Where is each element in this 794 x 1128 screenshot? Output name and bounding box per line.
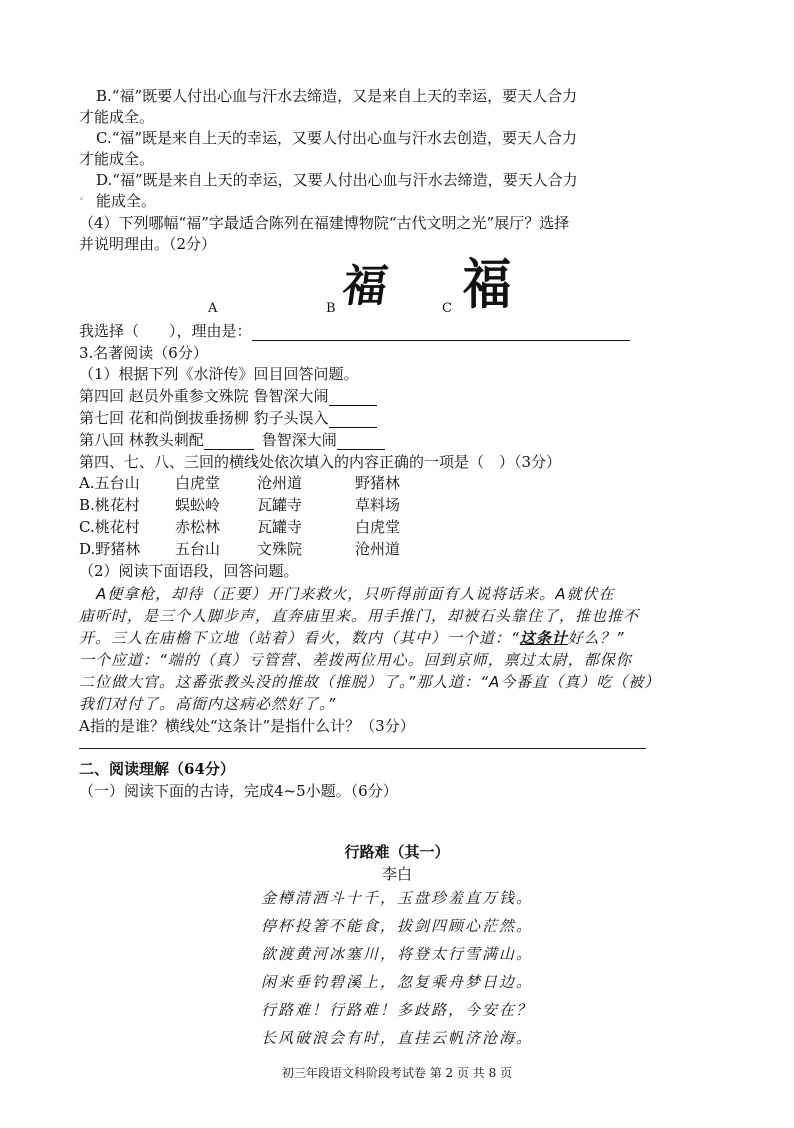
option-d-line2: 能成全。 <box>96 192 157 210</box>
section3-title: 3.名著阅读（6分） <box>79 344 208 362</box>
section3-sub1: （1）根据下列《水浒传》回目回答问题。 <box>79 365 359 383</box>
page-footer: 初三年段语文科阶段考试卷 第 2 页 共 8 页 <box>281 1066 513 1080</box>
option-c-label: C <box>442 301 452 316</box>
chapter-4-blank[interactable] <box>329 389 377 406</box>
option-c-line1: C.“福”既是来自上天的幸运，又要人付出心血与汗水去创造，要天人合力 <box>96 129 578 147</box>
option-row-c-c2: 赤松林 <box>175 518 221 536</box>
q4-question-line2: 并说明理由。（2分） <box>79 235 217 253</box>
option-row-c-c4: 白虎堂 <box>355 518 401 536</box>
option-row-b-label: B.桃花村 <box>79 496 140 514</box>
underlined-phrase: 这条计 <box>519 629 568 647</box>
option-row-b-c3: 瓦罐寺 <box>257 496 303 514</box>
option-row-a-label: A.五台山 <box>79 474 140 492</box>
answer-prompt-text: 我选择（ ），理由是： <box>79 322 252 340</box>
option-row-d-label: D.野猪林 <box>79 540 141 558</box>
fu-seal-script-c: 福 <box>462 253 512 316</box>
chapter-8-text-a: 第八回 林教头刺配 <box>79 431 204 449</box>
poem-line-4: 闲来垂钓碧溪上，忽复乘舟梦日边。 <box>260 973 533 991</box>
poem-line-1: 金樽清酒斗十千，玉盘珍羞直万钱。 <box>260 889 533 907</box>
option-d-line1: D.“福”既是来自上天的幸运，又要人付出心血与汗水去缔造，要天人合力 <box>96 171 578 189</box>
part2-title: 二、阅读理解（64分） <box>79 760 235 778</box>
poem-author: 李白 <box>381 865 412 883</box>
option-row-a-c3: 沧州道 <box>257 474 303 492</box>
option-row-b-c2: 蜈蚣岭 <box>175 496 221 514</box>
option-b-line2: 才能成全。 <box>79 108 155 126</box>
answer-prompt <box>79 321 630 341</box>
poem-line-5: 行路难！行路难！多歧路，今安在？ <box>260 1001 533 1019</box>
section3-question: 第四、七、八、三回的横线处依次填入的内容正确的一项是（ ）（3分） <box>79 453 562 471</box>
option-row-b-c4: 草料场 <box>355 496 401 514</box>
passage-line3-tail: 好么？” <box>567 629 625 647</box>
chapter-7-text: 第七回 花和尚倒拔垂扬柳 豹子头误入 <box>79 409 329 427</box>
option-b-label: B <box>326 301 336 316</box>
q4-question-line1: （4）下列哪幅“福”字最适合陈列在福建博物院“古代文明之光”展厅？选择 <box>79 214 570 232</box>
section-divider <box>79 748 646 749</box>
option-row-a-c2: 白虎堂 <box>175 474 221 492</box>
chapter-8-blank-a[interactable] <box>204 433 254 450</box>
fu-calligraphy-b: 福 <box>339 261 391 312</box>
option-c-line2: 才能成全。 <box>79 150 155 168</box>
chapter-7-blank[interactable] <box>329 411 377 428</box>
passage-line5: 二位做大官。这番张教头没的推故（推脱）了。”那人道：“A今番直（真）吃（被） <box>79 673 661 691</box>
reason-blank[interactable] <box>252 324 630 341</box>
chapter-8-blank-b[interactable] <box>337 433 385 450</box>
poem-line-2: 停杯投箸不能食，拔剑四顾心茫然。 <box>260 917 533 935</box>
part2-subtitle: （一）阅读下面的古诗，完成4~5小题。（6分） <box>79 782 398 800</box>
chapter-8 <box>79 430 385 450</box>
passage-line3-text: 开。三人在庙檐下立地（站着）看火，数内（其中）一个道：“ <box>79 629 520 647</box>
option-row-c-label: C.桃花村 <box>79 518 140 536</box>
option-b-line1: B.“福”既要人付出心血与汗水去缔造，又是来自上天的幸运，要天人合力 <box>96 87 578 105</box>
chapter-4 <box>79 386 377 406</box>
passage-line6: 我们对付了。高衙内这病必然好了。” <box>79 695 337 713</box>
passage-line4: 一个应道：“端的（真）亏管营、差拨两位用心。回到京师，禀过太尉，都保你 <box>79 651 632 669</box>
section3-question2: A指的是谁？横线处“这条计”是指什么计？（3分） <box>79 717 415 735</box>
option-a-label: A <box>208 301 218 316</box>
passage-line1: A便拿枪，却待（正要）开门来救火，只听得前面有人说将话来。A就伏在 <box>96 585 615 603</box>
section3-sub2: （2）阅读下面语段，回答问题。 <box>79 562 299 580</box>
poem-line-6: 长风破浪会有时，直挂云帆济沧海。 <box>260 1029 533 1047</box>
poem-title: 行路难（其一） <box>344 843 450 861</box>
option-row-a-c4: 野猪林 <box>355 474 401 492</box>
chapter-7 <box>79 408 377 428</box>
poem-line-3: 欲渡黄河冰塞川，将登太行雪满山。 <box>260 945 533 963</box>
passage-line3 <box>79 628 625 648</box>
option-row-d-c4: 沧州道 <box>355 540 401 558</box>
passage-line2: 庙听时，是三个人脚步声，直奔庙里来。用手推门，却被石头靠住了，推也推不 <box>79 607 640 625</box>
scan-mark: ◦ <box>79 195 85 205</box>
option-row-d-c2: 五台山 <box>175 540 221 558</box>
chapter-8-text-b: 鲁智深大闹 <box>261 431 337 449</box>
chapter-4-text: 第四回 赵员外重参文殊院 鲁智深大闹 <box>79 387 329 405</box>
option-row-c-c3: 瓦罐寺 <box>257 518 303 536</box>
option-row-d-c3: 文殊院 <box>257 540 303 558</box>
